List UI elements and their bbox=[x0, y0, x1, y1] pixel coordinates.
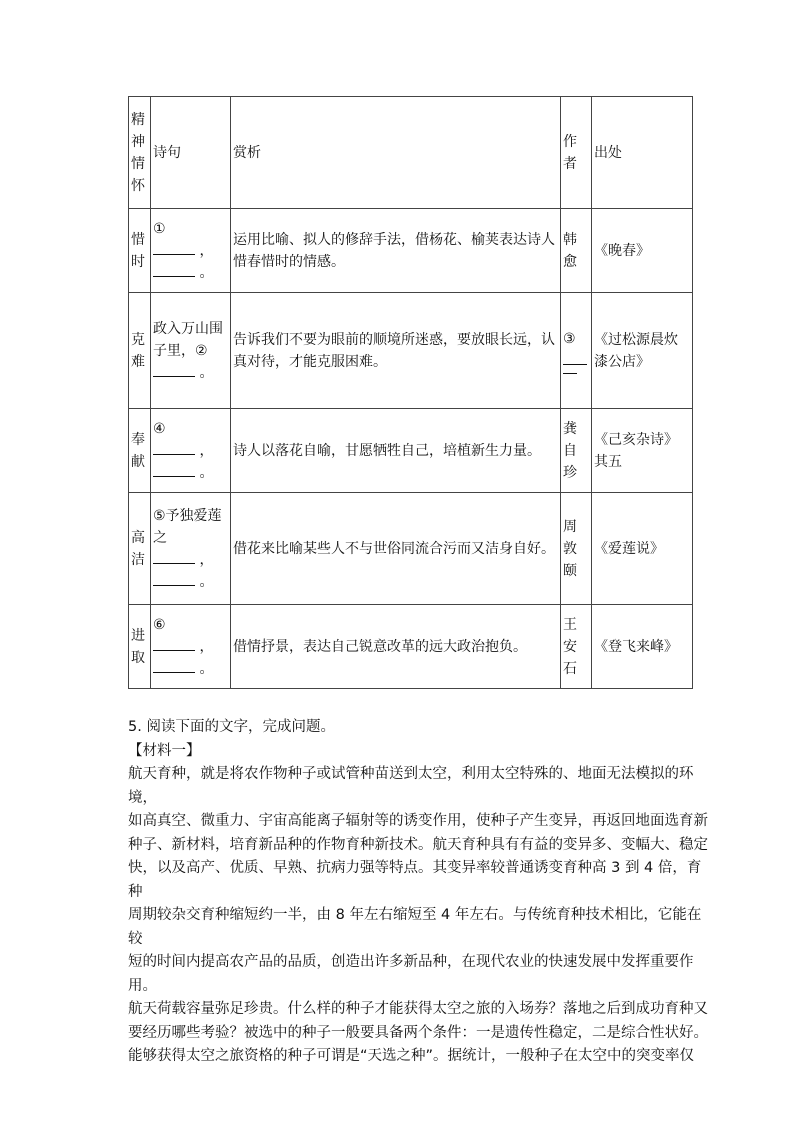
verse-cell bbox=[151, 605, 231, 689]
author-cell: 韩愈 bbox=[561, 209, 592, 293]
verse-sep: ， bbox=[199, 242, 214, 259]
answer-blank[interactable] bbox=[153, 462, 195, 477]
verse-sep: ， bbox=[199, 638, 214, 655]
table-row bbox=[129, 293, 693, 409]
theme-cell: 惜时 bbox=[129, 209, 151, 293]
answer-blank[interactable] bbox=[153, 658, 195, 673]
verse-prefix: ⑤予独爱莲之 bbox=[153, 507, 222, 546]
table-row bbox=[129, 409, 693, 493]
passage-line: 周期较杂交育种缩短约一半，由 8 年左右缩短至 4 年左右。与传统育种技术相比，它能在较 bbox=[128, 907, 702, 947]
passage-line: 种子、新材料，培育新品种的作物育种新技术。航天育种具有有益的变异多、变幅大、稳定 bbox=[128, 836, 708, 853]
analysis-cell: 借花来比喻某些人不与世俗同流合污而又洁身自好。 bbox=[231, 493, 561, 605]
theme-cell: 高洁 bbox=[129, 493, 151, 605]
table-row bbox=[129, 209, 693, 293]
header-analysis: 赏析 bbox=[231, 97, 561, 209]
verse-sep: 。 bbox=[199, 660, 214, 677]
header-verse: 诗句 bbox=[151, 97, 231, 209]
answer-blank[interactable] bbox=[153, 362, 195, 377]
question-title: 5. 阅读下面的文字，完成问题。 bbox=[128, 719, 335, 735]
verse-cell bbox=[151, 493, 231, 605]
header-source: 出处 bbox=[592, 97, 693, 209]
answer-blank[interactable] bbox=[153, 240, 195, 255]
source-cell: 《晚春》 bbox=[592, 209, 693, 293]
verse-prefix: ① bbox=[153, 220, 166, 237]
analysis-cell: 告诉我们不要为眼前的顺境所迷惑，要放眼长远，认真对待，才能克服困难。 bbox=[231, 293, 561, 409]
verse-cell bbox=[151, 409, 231, 493]
header-theme: 精神情怀 bbox=[129, 97, 151, 209]
answer-blank[interactable] bbox=[153, 636, 195, 651]
answer-blank[interactable] bbox=[153, 262, 195, 277]
passage-line: 航天荷载容量弥足珍贵。什么样的种子才能获得太空之旅的入场券？落地之后到成功育种又 bbox=[128, 1001, 708, 1017]
verse-prefix: ⑥ bbox=[153, 616, 166, 633]
source-cell: 《登飞来峰》 bbox=[592, 605, 693, 689]
source-cell: 《己亥杂诗》其五 bbox=[592, 409, 693, 493]
header-author: 作者 bbox=[561, 97, 592, 209]
answer-blank-continued bbox=[563, 365, 577, 374]
theme-cell: 克难 bbox=[129, 293, 151, 409]
source-cell: 《爱莲说》 bbox=[592, 493, 693, 605]
passage-line: 如高真空、微重力、宇宙高能离子辐射等的诱变作用，使种子产生变异，再返回地面选育新 bbox=[128, 813, 708, 829]
material-title: 【材料一】 bbox=[128, 742, 201, 759]
verse-sep: 。 bbox=[199, 464, 214, 481]
author-cell bbox=[561, 293, 592, 409]
author-prefix: ③ bbox=[563, 330, 576, 347]
poem-table bbox=[128, 96, 693, 689]
verse-sep: ， bbox=[199, 551, 214, 568]
analysis-cell: 借情抒景，表达自己锐意改革的远大政治抱负。 bbox=[231, 605, 561, 689]
theme-cell: 奉献 bbox=[129, 409, 151, 493]
answer-blank[interactable] bbox=[153, 549, 195, 564]
author-cell: 王安石 bbox=[561, 605, 592, 689]
author-cell: 周敦颐 bbox=[561, 493, 592, 605]
verse-prefix: 政入万山围子里，② bbox=[153, 320, 223, 359]
passage-line: 快，以及高产、优质、早熟、抗病力强等特点。其变异率较普通诱变育种高 3 到 4 倍，育种 bbox=[128, 860, 702, 900]
analysis-cell: 运用比喻、拟人的修辞手法，借杨花、榆荚表达诗人惜春惜时的情感。 bbox=[231, 209, 561, 293]
author-cell: 龚自珍 bbox=[561, 409, 592, 493]
answer-blank[interactable] bbox=[153, 571, 195, 586]
analysis-cell: 诗人以落花自喻，甘愿牺牲自己，培植新生力量。 bbox=[231, 409, 561, 493]
verse-cell bbox=[151, 293, 231, 409]
passage-line: 短的时间内提高农产品的品质，创造出许多新品种，在现代农业的快速发展中发挥重要作用。 bbox=[128, 954, 694, 994]
verse-sep: 。 bbox=[199, 264, 214, 281]
verse-sep: 。 bbox=[199, 364, 214, 381]
table-row bbox=[129, 493, 693, 605]
verse-sep: 。 bbox=[199, 573, 214, 590]
passage-line: 要经历哪些考验？被选中的种子一般要具备两个条件：一是遗传性稳定，二是综合性状好。 bbox=[128, 1024, 708, 1041]
verse-cell bbox=[151, 209, 231, 293]
answer-blank[interactable] bbox=[563, 350, 587, 365]
source-cell: 《过松源晨炊漆公店》 bbox=[592, 293, 693, 409]
reading-question bbox=[128, 716, 708, 1069]
answer-blank[interactable] bbox=[153, 440, 195, 455]
theme-cell: 进取 bbox=[129, 605, 151, 689]
table-header-row bbox=[129, 97, 693, 209]
passage-line: 航天育种，就是将农作物种子或试管种苗送到太空，利用太空特殊的、地面无法模拟的环境， bbox=[128, 766, 694, 806]
passage-line: 能够获得太空之旅资格的种子可谓是“天选之种”。据统计，一般种子在太空中的突变率仅 bbox=[128, 1048, 695, 1064]
table-row bbox=[129, 605, 693, 689]
verse-prefix: ④ bbox=[153, 420, 166, 437]
verse-sep: ， bbox=[199, 442, 214, 459]
